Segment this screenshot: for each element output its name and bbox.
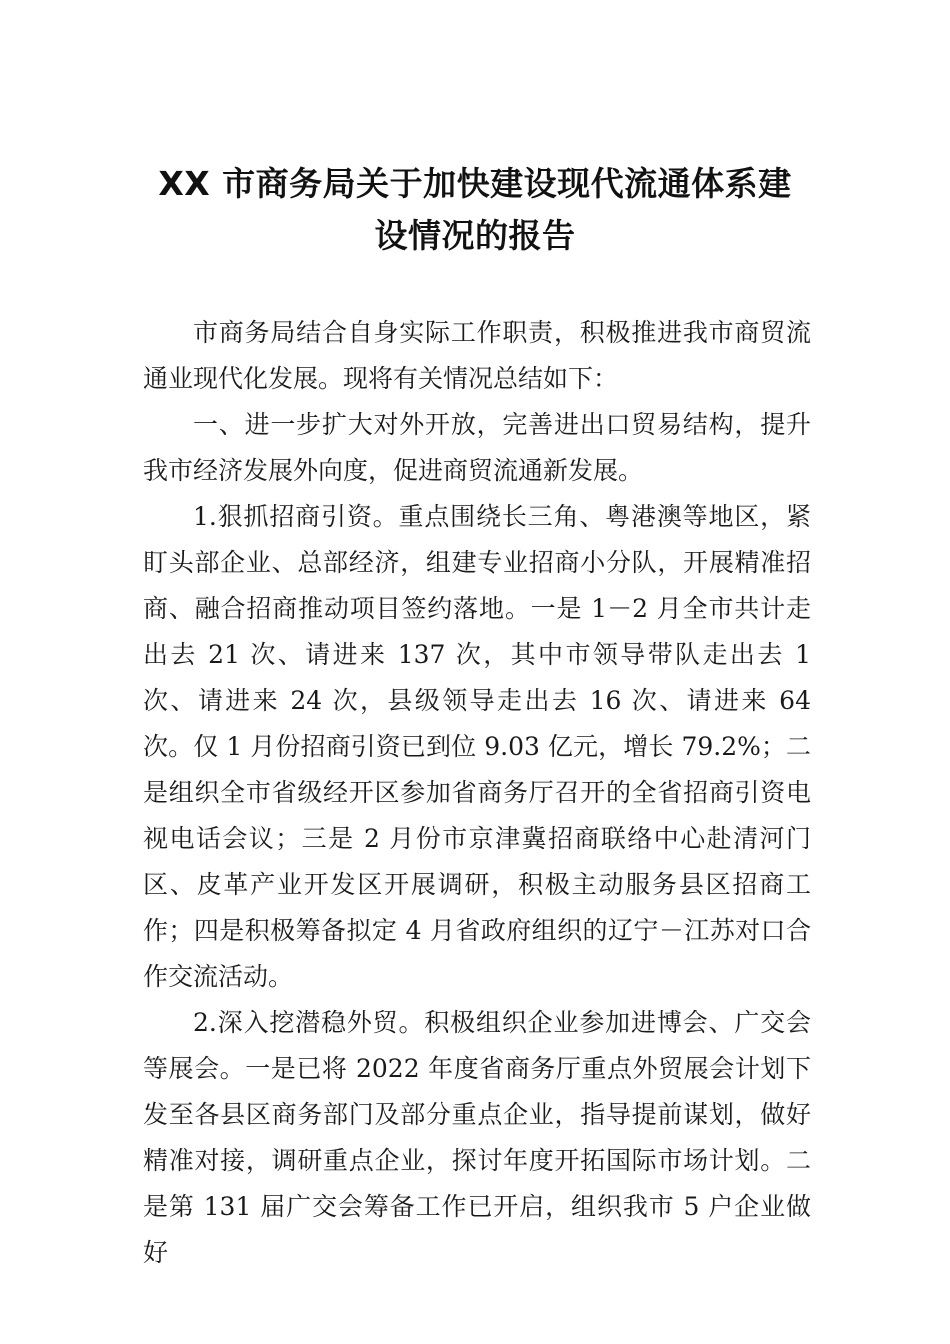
paragraph-intro: 市商务局结合自身实际工作职责，积极推进我市商贸流通业现代化发展。现将有关情况总结如下： xyxy=(143,318,811,393)
paragraph-section-1: 一、进一步扩大对外开放，完善进出口贸易结构，提升我市经济发展外向度，促进商贸流通新发展。 xyxy=(143,410,811,485)
title-line-1: XX 市商务局关于加快建设现代流通体系建 xyxy=(158,164,792,203)
paragraph-item-1: 1.狠抓招商引资。重点围绕长三角、粤港澳等地区，紧盯头部企业、总部经济，组建专业招商小分队，开展精准招商、融合招商推动项目签约落地。一是 1－2 月全市共计走出去 21 次、请进来 137 次，其中市领导带队走出去 1 次、请进来 24 次，县级领导走出去 16 次、请进来 64 次。仅 1 月份招商引资已到位 9.03 亿元，增长 79.2%；二是组织全市省级经开区参加省商务厅召开的全省招商引资电视电话会议；三是 2 月份市京津冀招商联络中心赴清河门区、皮革产业开发区开展调研，积极主动服务县区招商工作；四是积极筹备拟定 4 月省政府组织的辽宁－江苏对口合作交流活动。 xyxy=(143,502,811,991)
title-line-2: 设情况的报告 xyxy=(374,216,576,255)
document-body xyxy=(143,310,811,1276)
document-title xyxy=(120,158,830,262)
paragraph-item-2: 2.深入挖潜稳外贸。积极组织企业参加进博会、广交会等展会。一是已将 2022 年度省商务厅重点外贸展会计划下发至各县区商务部门及部分重点企业，指导提前谋划，做好精准对接，调研重点企业，探讨年度开拓国际市场计划。二是第 131 届广交会筹备工作已开启，组织我市 5 户企业做好 xyxy=(143,1008,811,1267)
